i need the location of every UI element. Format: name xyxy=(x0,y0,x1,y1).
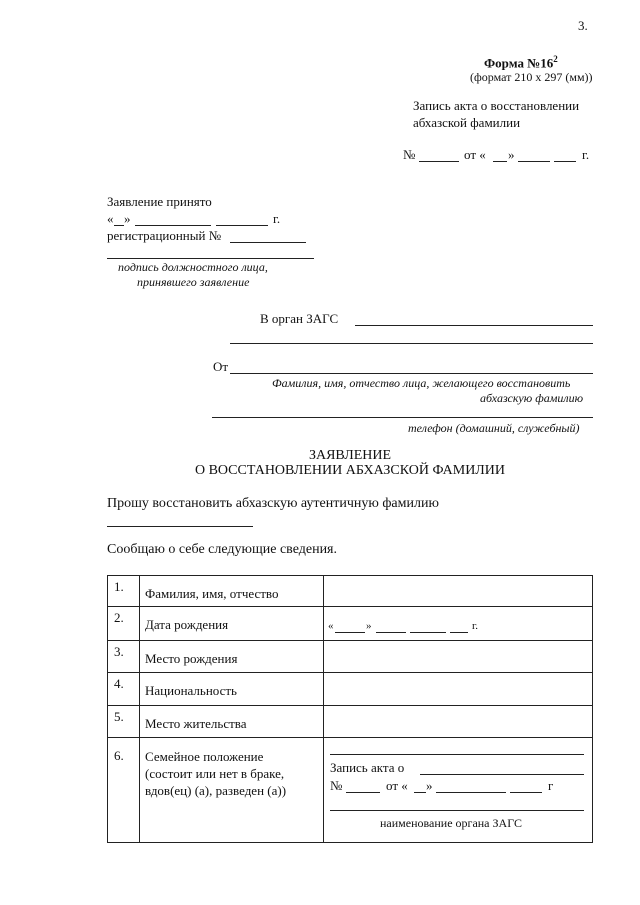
birthdate-month-line[interactable] xyxy=(376,632,406,633)
record-number-line[interactable] xyxy=(419,161,459,162)
form-format: (формат 210 х 297 (мм)) xyxy=(470,70,593,84)
form-title-superscript: 2 xyxy=(553,54,558,64)
row-number: 3. xyxy=(108,641,140,673)
record-quote-close: » xyxy=(508,147,515,162)
zags-name-line[interactable] xyxy=(355,325,593,326)
marital-caption: наименование органа ЗАГС xyxy=(380,816,522,830)
table-row xyxy=(108,641,593,673)
marital-label-line1: Семейное положение xyxy=(145,749,264,764)
accepted-day-line[interactable] xyxy=(114,225,124,226)
row-number: 2. xyxy=(108,607,140,641)
row-value-residence[interactable] xyxy=(324,706,593,738)
accepted-reg-label: регистрационный № xyxy=(107,228,222,243)
accepted-caption-line1: подпись должностного лица, xyxy=(118,260,268,274)
row-value-birthplace[interactable] xyxy=(324,641,593,673)
marital-status-line[interactable] xyxy=(330,754,584,755)
row-number: 5. xyxy=(108,706,140,738)
info-intro: Сообщаю о себе следующие сведения. xyxy=(107,542,337,557)
row-value-birthdate[interactable] xyxy=(324,607,593,641)
marital-field[interactable] xyxy=(324,738,592,842)
record-title-line1: Запись акта о восстановлении xyxy=(413,98,580,113)
marital-record-line[interactable] xyxy=(420,774,584,775)
marital-record-label: Запись акта о xyxy=(330,760,405,775)
table-row xyxy=(108,673,593,706)
row-number: 4. xyxy=(108,673,140,706)
form-title-text: Форма №16 xyxy=(484,55,554,71)
birthdate-year: г. xyxy=(472,620,479,632)
table-row xyxy=(108,706,593,738)
from-caption-line2: абхазскую фамилию xyxy=(480,391,584,405)
row-number: 1. xyxy=(108,576,140,607)
record-from-word: от « xyxy=(464,147,486,162)
row-label xyxy=(140,641,324,673)
form-title xyxy=(484,54,558,71)
record-month-line[interactable] xyxy=(518,161,550,162)
marital-label-line3: вдов(ец) (а), разведен (а)) xyxy=(145,783,287,798)
birthdate-field[interactable] xyxy=(324,607,592,640)
row-label-text: Место жительства xyxy=(145,716,247,731)
row-label xyxy=(140,576,324,607)
table-row xyxy=(108,738,593,843)
marital-year-line[interactable] xyxy=(510,792,542,793)
row-value-marital[interactable] xyxy=(324,738,593,843)
marital-from-word: от « xyxy=(386,778,408,793)
accepted-date-open: « xyxy=(107,211,114,226)
accepted-month-line[interactable] xyxy=(135,225,211,226)
from-label: От xyxy=(213,359,229,374)
accepted-year-line[interactable] xyxy=(216,225,268,226)
row-label xyxy=(140,673,324,706)
marital-label-line2: (состоит или нет в браке, xyxy=(145,766,285,781)
row-label xyxy=(140,738,324,843)
marital-year-suffix: г xyxy=(548,778,554,793)
accepted-date-close: » xyxy=(124,211,131,226)
birthdate-close: » xyxy=(366,620,372,632)
marital-quote-close: » xyxy=(426,778,433,793)
request-text: Прошу восстановить абхазскую аутентичную фамилию xyxy=(107,496,439,511)
marital-day-line[interactable] xyxy=(414,792,426,793)
birthdate-year-line[interactable] xyxy=(450,632,468,633)
row-label xyxy=(140,706,324,738)
phone-caption: телефон (домашний, служебный) xyxy=(408,421,580,435)
record-year-suffix: г. xyxy=(582,147,590,162)
record-day-line[interactable] xyxy=(493,161,507,162)
accepted-caption-line2: принявшего заявление xyxy=(137,275,250,289)
record-number-prefix: № xyxy=(403,147,416,162)
row-label-text: Фамилия, имя, отчество xyxy=(145,586,279,601)
row-value-nationality[interactable] xyxy=(324,673,593,706)
info-table xyxy=(107,575,593,843)
surname-line[interactable] xyxy=(107,526,253,527)
row-label-text: Дата рождения xyxy=(145,617,229,632)
record-title-line2: абхазской фамилии xyxy=(413,115,521,130)
birthdate-open: « xyxy=(328,620,334,632)
table-row xyxy=(108,576,593,607)
accepted-signature-line[interactable] xyxy=(107,258,314,259)
zags-to-label: В орган ЗАГС xyxy=(260,311,339,326)
row-number: 6. xyxy=(108,738,140,843)
accepted-title: Заявление принято xyxy=(107,194,212,209)
marital-label xyxy=(140,738,323,799)
from-name-line[interactable] xyxy=(230,373,593,374)
zags-name-line2[interactable] xyxy=(230,343,593,344)
accepted-year-suffix: г. xyxy=(273,211,281,226)
row-value-fullname[interactable] xyxy=(324,576,593,607)
marital-number-prefix: № xyxy=(330,778,343,793)
record-year-line[interactable] xyxy=(554,161,576,162)
row-label xyxy=(140,607,324,641)
marital-number-line[interactable] xyxy=(346,792,380,793)
page-number: 3. xyxy=(578,18,588,33)
birthdate-day-line[interactable] xyxy=(335,632,365,633)
table-row xyxy=(108,607,593,641)
heading-line1: ЗАЯВЛЕНИЕ xyxy=(308,448,392,463)
accepted-reg-number-line[interactable] xyxy=(230,242,306,243)
heading-line2: О ВОССТАНОВЛЕНИИ АБХАЗСКОЙ ФАМИЛИИ xyxy=(194,463,506,478)
phone-line[interactable] xyxy=(212,417,593,418)
from-caption-line1: Фамилия, имя, отчество лица, желающего восстановить xyxy=(272,376,571,390)
row-label-text: Национальность xyxy=(145,683,237,698)
birthdate-month-line2[interactable] xyxy=(410,632,446,633)
marital-month-line[interactable] xyxy=(436,792,506,793)
row-label-text: Место рождения xyxy=(145,651,238,666)
marital-zags-line[interactable] xyxy=(330,810,584,811)
